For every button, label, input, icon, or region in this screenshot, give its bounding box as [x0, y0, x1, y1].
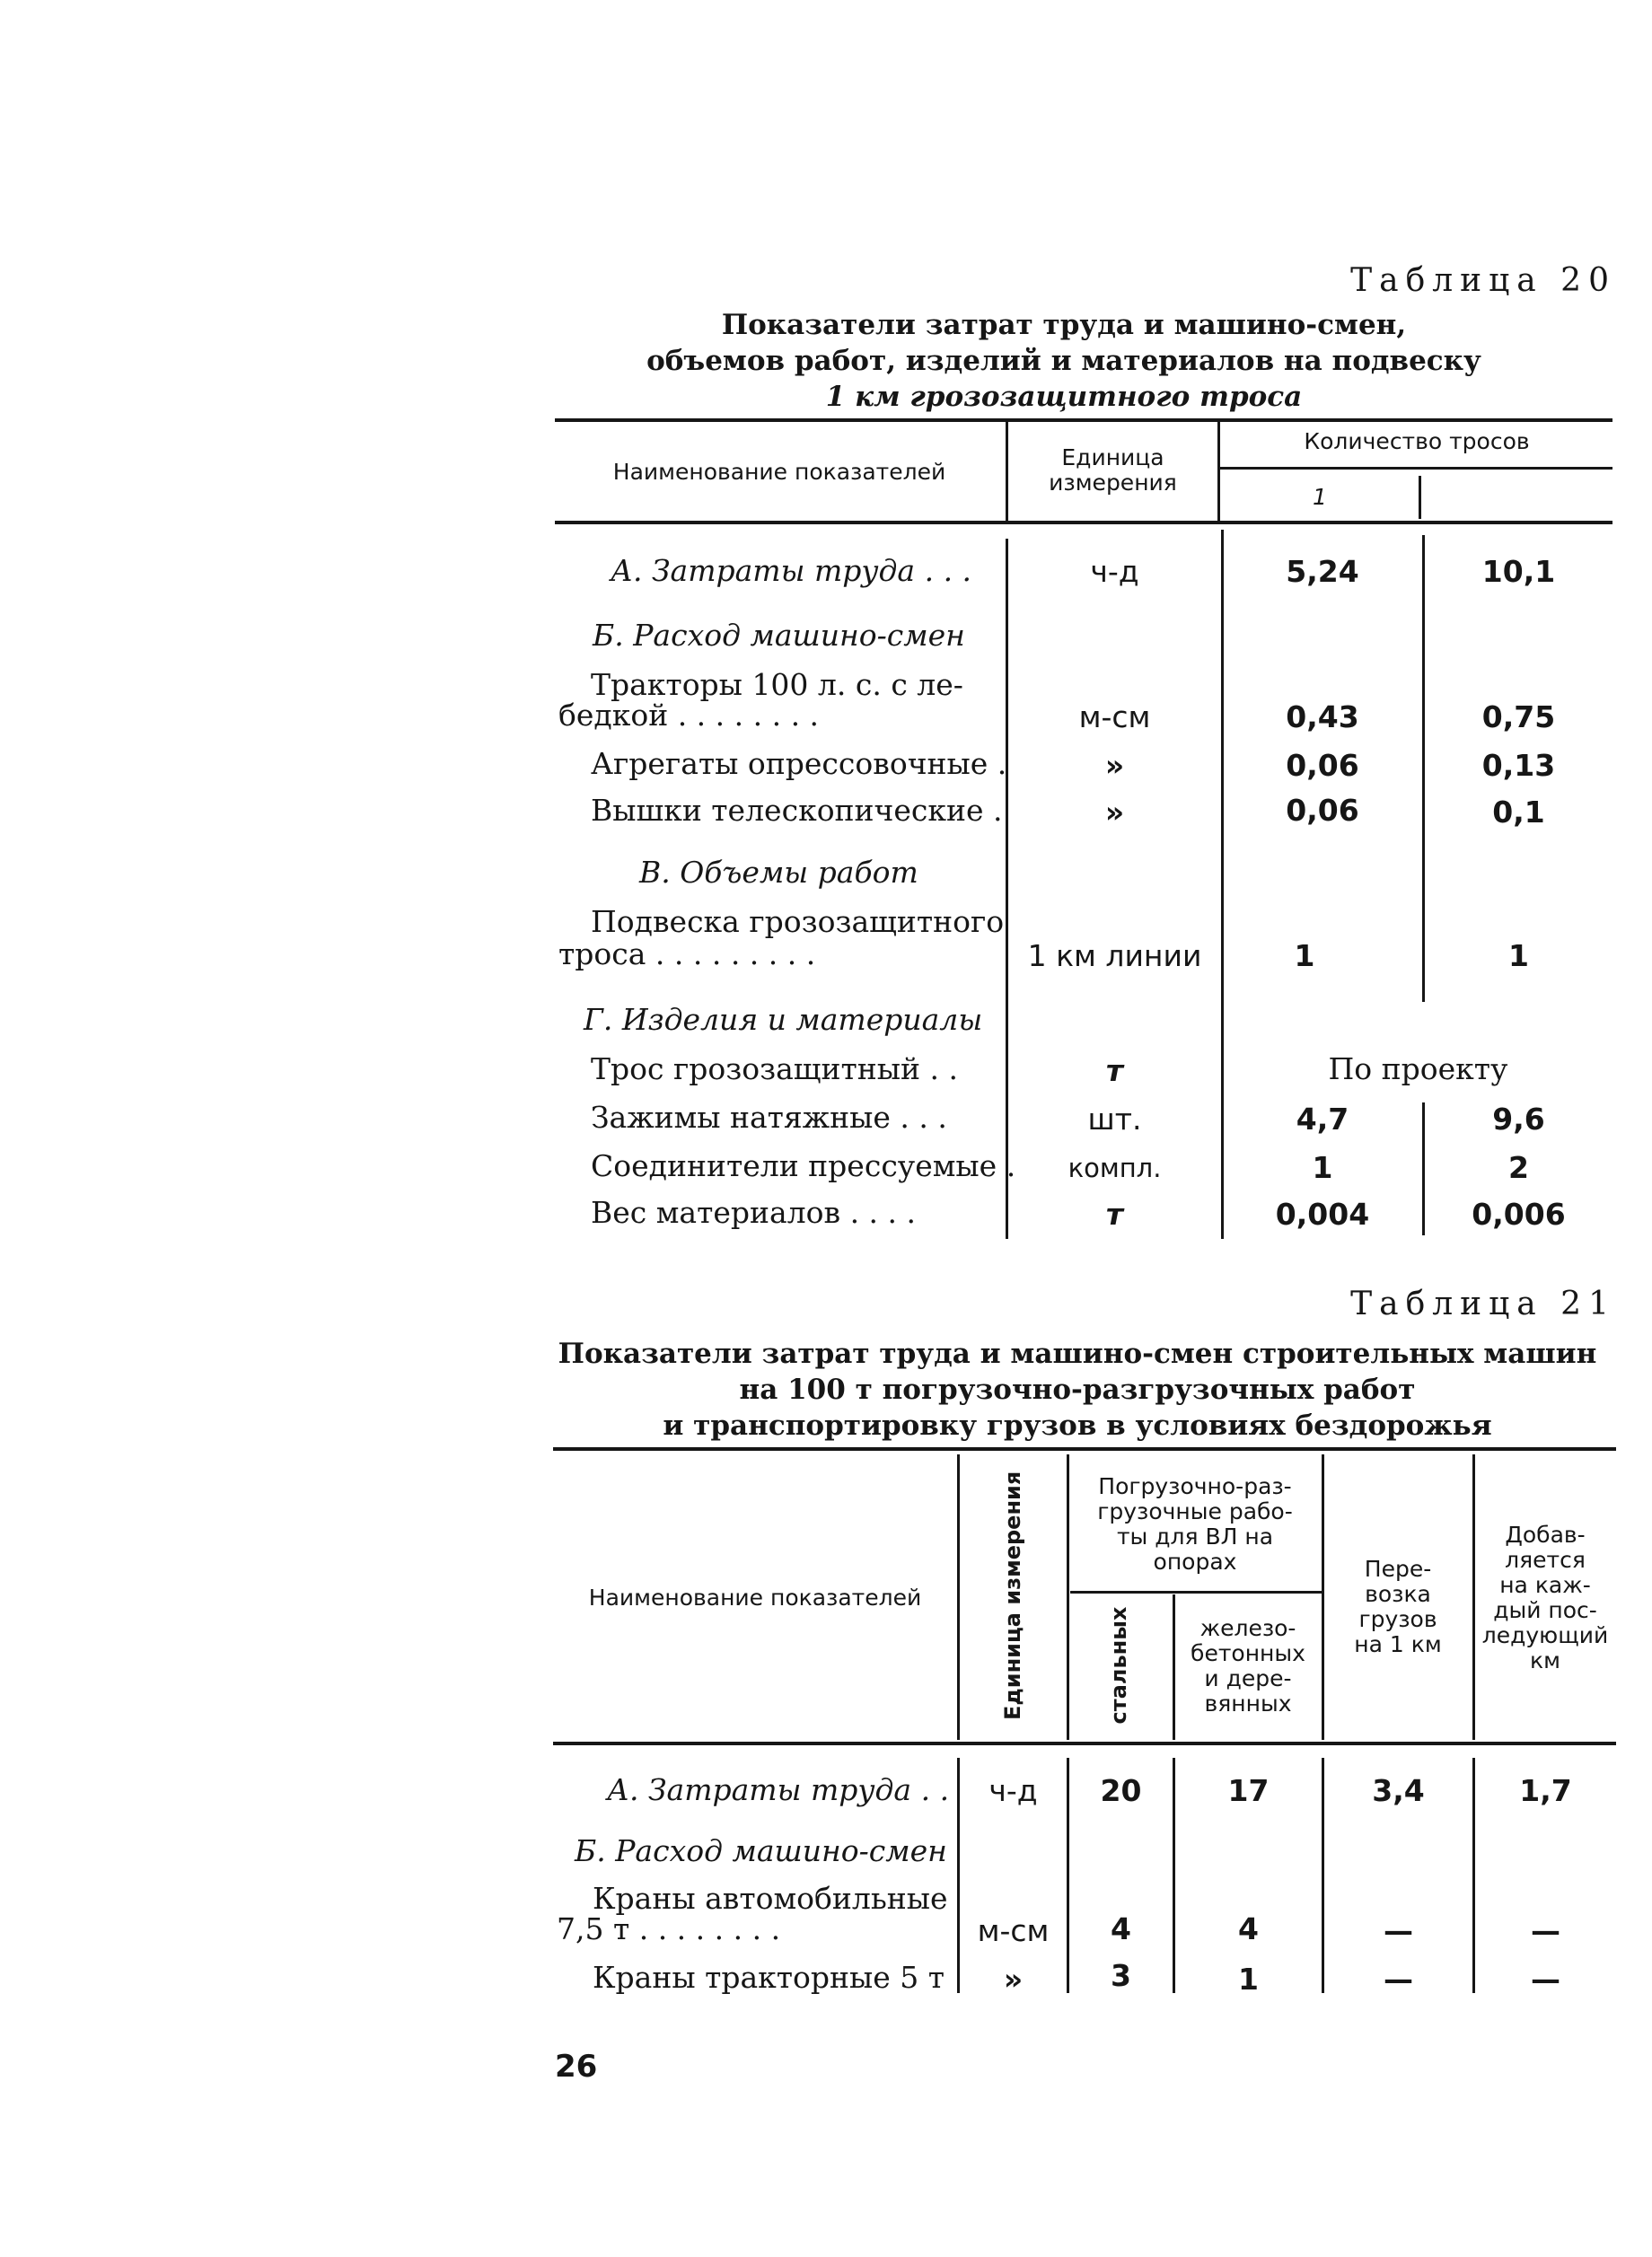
- table-20-row-unit: 1 км линии: [1027, 938, 1202, 973]
- table-21-col-load-line: опорах: [1153, 1549, 1237, 1575]
- table-21-row-c1: 4: [1111, 1911, 1131, 1946]
- table-21-row-c2: 4: [1238, 1911, 1259, 1946]
- table-20-row-unit: т: [1105, 1053, 1124, 1088]
- table-20-row-v2: 0,006: [1472, 1197, 1566, 1232]
- table-21-col-transport-line: возка: [1365, 1581, 1431, 1607]
- table-20-section-v: В. Объемы работ: [639, 855, 918, 890]
- table-20-row-unit: ч-д: [1090, 554, 1139, 589]
- table-21-label: Таблица 21: [1350, 1286, 1616, 1322]
- table-21-col-extra-line: км: [1530, 1647, 1560, 1673]
- table-21-col-transport-line: Пере-: [1364, 1556, 1432, 1582]
- table-21-row-c1: 20: [1100, 1773, 1142, 1808]
- table-20-row-v1: 0,06: [1286, 748, 1359, 783]
- table-21-row-name: А. Затраты труда . .: [607, 1772, 950, 1807]
- table-20-row-unit: »: [1104, 795, 1125, 830]
- table-20-section-g: Г. Изделия и материалы: [584, 1002, 983, 1037]
- table-20-section-b: Б. Расход машино-смен: [593, 618, 965, 653]
- table-21-col-load: [1068, 1474, 1322, 1575]
- table-20-row-v1: 0,004: [1275, 1197, 1370, 1232]
- table-21-row-unit: »: [1003, 1962, 1024, 1997]
- table-20-col-qty: Количество тросов: [1304, 428, 1530, 454]
- table-20-row-name: Соединители прессуемые .: [591, 1148, 1016, 1183]
- table-20-row-v2: 10,1: [1481, 554, 1556, 589]
- table-21-row-c2: 1: [1238, 1962, 1259, 1997]
- table-21-col-extra-line: Добав-: [1505, 1522, 1586, 1548]
- table-20-row-v2: 0,1: [1492, 795, 1545, 830]
- table-20-row-v1: 4,7: [1296, 1102, 1349, 1137]
- table-21-heading: [539, 1336, 1616, 1444]
- table-20-row-unit: шт.: [1087, 1102, 1142, 1137]
- table-21-col-extra-line: ляется: [1505, 1547, 1586, 1573]
- table-20-row-name: Подвеска грозозащитного: [591, 904, 1005, 939]
- table-21-section-b: Б. Расход машино-смен: [575, 1833, 947, 1868]
- table-21-col-steel: стальных: [1106, 1606, 1131, 1725]
- page-number: 26: [555, 2049, 598, 2085]
- table-20-row-name-cont: троса . . . . . . . . .: [558, 936, 816, 971]
- table-20-row-name: Тракторы 100 л. с. с ле-: [591, 667, 963, 702]
- table-21-row-c3: —: [1384, 1913, 1413, 1948]
- table-20-col-unit-line-2: измерения: [1049, 470, 1177, 496]
- table-20-col-qty-sub: 1: [1313, 484, 1327, 510]
- table-21-row-unit: ч-д: [989, 1773, 1038, 1808]
- table-20-row-v1: 1: [1294, 938, 1315, 973]
- table-20-row-v2: 0,13: [1481, 748, 1556, 783]
- table-21-col-load-line: ты для ВЛ на: [1116, 1524, 1274, 1550]
- table-20-row-v1: 0,43: [1286, 699, 1359, 734]
- table-21-col-extra-line: на каж-: [1499, 1572, 1591, 1598]
- table-20-heading-line-3: 1 км грозозащитного троса: [825, 381, 1303, 413]
- table-21-col-transport-line: грузов: [1358, 1606, 1437, 1632]
- table-20-row-name: Вышки телескопические .: [591, 793, 1003, 828]
- table-21-col-concrete: [1174, 1616, 1322, 1717]
- table-21-col-load-line: Погрузочно-раз-: [1098, 1473, 1292, 1499]
- table-20-heading-line-2: объемов работ, изделий и материалов на подвеску: [646, 345, 1481, 377]
- table-20-col-unit: [1008, 445, 1217, 496]
- table-21-row-name: Краны автомобильные: [593, 1881, 948, 1916]
- table-21-col-concrete-line: и дере-: [1204, 1665, 1292, 1691]
- table-20-row-v1: 5,24: [1286, 554, 1359, 589]
- table-20-row-name: Агрегаты опрессовочные .: [591, 746, 1007, 781]
- table-20-col-unit-line-1: Единица: [1061, 444, 1164, 470]
- table-21-row-unit: м-см: [977, 1913, 1050, 1948]
- table-20-heading-line-1: Показатели затрат труда и машино-смен,: [721, 309, 1407, 341]
- table-21-heading-line-3: и транспортировку грузов в условиях бездорожья: [663, 1410, 1492, 1442]
- table-20-row-v1: 1: [1312, 1150, 1333, 1185]
- table-21-col-concrete-line: железо-: [1199, 1615, 1296, 1641]
- table-21-col-name: Наименование показателей: [588, 1585, 922, 1611]
- table-21-col-concrete-line: бетонных: [1191, 1640, 1305, 1666]
- table-21-heading-line-2: на 100 т погрузочно-разгрузочных работ: [739, 1374, 1416, 1406]
- table-21-col-transport: [1323, 1557, 1472, 1657]
- table-21-row-c3: 3,4: [1372, 1773, 1425, 1808]
- table-20-row-merged: По проекту: [1328, 1051, 1508, 1086]
- table-21-col-transport-line: на 1 км: [1354, 1631, 1442, 1657]
- table-20-row-unit: компл.: [1068, 1153, 1162, 1183]
- table-20-row-v2: 1: [1508, 938, 1529, 973]
- table-20-row-name: А. Затраты труда . . .: [611, 553, 972, 588]
- table-21-col-extra: [1474, 1523, 1616, 1673]
- table-21-heading-line-1: Показатели затрат труда и машино-смен строительных машин: [558, 1338, 1597, 1370]
- table-20-row-name: Трос грозозащитный . .: [591, 1051, 958, 1086]
- table-20-row-v2: 2: [1508, 1150, 1529, 1185]
- table-20-row-name-cont: бедкой . . . . . . . .: [558, 698, 820, 733]
- table-21-row-c3: —: [1384, 1962, 1413, 1997]
- table-21-row-c4: —: [1531, 1962, 1560, 1997]
- table-21-row-c4: 1,7: [1519, 1773, 1572, 1808]
- table-20-col-name: Наименование показателей: [612, 459, 946, 485]
- table-20-row-name: Зажимы натяжные . . .: [591, 1100, 947, 1135]
- table-20-label: Таблица 20: [1350, 262, 1616, 299]
- table-21-row-c2: 17: [1227, 1773, 1270, 1808]
- table-20-row-unit: т: [1105, 1197, 1124, 1232]
- table-20-row-v2: 0,75: [1481, 699, 1556, 734]
- table-21-row-name-cont: 7,5 т . . . . . . . .: [557, 1911, 781, 1946]
- table-21-row-c4: —: [1531, 1913, 1560, 1948]
- table-20-row-v2: 9,6: [1492, 1102, 1545, 1137]
- table-21-col-unit: Единица измерения: [1000, 1471, 1025, 1720]
- table-21-col-concrete-line: вянных: [1204, 1691, 1292, 1717]
- table-21-col-load-line: грузочные рабо-: [1097, 1498, 1293, 1524]
- table-20-row-unit: м-см: [1078, 699, 1151, 734]
- table-21-row-name: Краны тракторные 5 т: [593, 1960, 945, 1995]
- table-20-row-v1: 0,06: [1286, 793, 1359, 828]
- table-20-row-name: Вес материалов . . . .: [591, 1195, 917, 1230]
- table-21-row-c1: 3: [1111, 1958, 1131, 1993]
- table-21-col-extra-line: дый пос-: [1493, 1597, 1597, 1623]
- table-20-row-unit: »: [1104, 748, 1125, 783]
- table-21-col-extra-line: ледующий: [1481, 1622, 1609, 1648]
- table-20-heading: [548, 307, 1580, 415]
